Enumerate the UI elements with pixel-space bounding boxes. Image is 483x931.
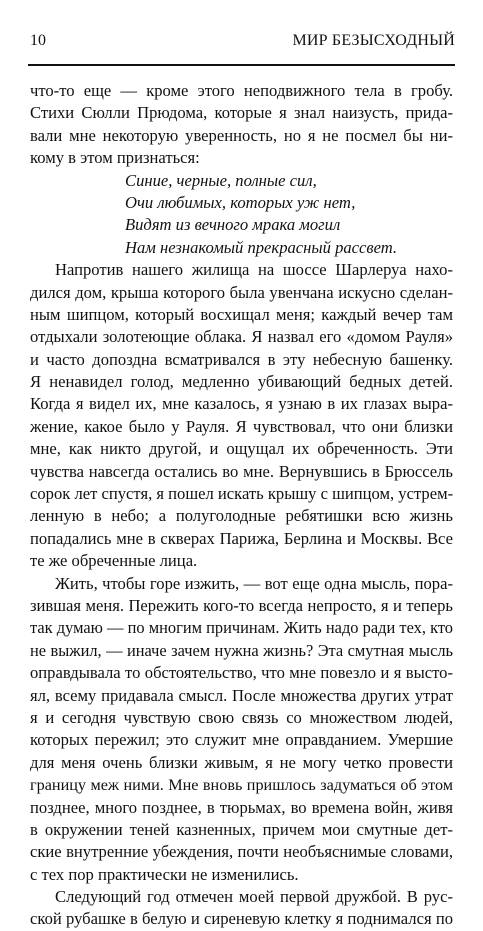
text-line: и часто допоздна всматривался в эту небесную башенку. xyxy=(30,349,453,369)
text-line: попадались мне в скверах Парижа, Берлина и Москвы. Все xyxy=(30,528,453,548)
poem-line: Синие, черные, полные сил, xyxy=(125,170,317,190)
text-line: оправдывала то обстоятельство, что мне повезло и я высто- xyxy=(30,663,453,683)
text-line: ленную в небо; а полуголодные ребятишки всю жизнь xyxy=(30,506,453,526)
text-line: сорок лет спустя, я пошел искать крышу с шипцом, устрем- xyxy=(30,484,453,504)
header-rule xyxy=(28,64,455,66)
text-line: границу меж ними. Мне вновь пришлось задуматься об этом xyxy=(30,776,453,795)
text-line: я и сегодня чувствую свою связь со множеством людей, xyxy=(30,707,453,727)
poem-line: Очи любимых, которых уж нет, xyxy=(125,192,356,212)
text-line: Стихи Сюлли Прюдома, которые я знал наизусть, прида- xyxy=(30,103,453,123)
page-header xyxy=(28,30,455,52)
text-line: ские внутренние убеждения, почти необъяснимые словами, xyxy=(30,842,453,862)
text-line: Когда я видел их, мне казалось, я узнаю в их глазах выра- xyxy=(30,394,453,414)
text-line: которых пережил; это служит мне оправданием. Умершие xyxy=(30,730,453,750)
text-line: те же обреченные лица. xyxy=(30,551,198,571)
text-line: чувства навсегда остались во мне. Вернувшись в Брюссель xyxy=(30,461,453,481)
text-line: Я ненавидел голод, медленно убивающий бедных детей. xyxy=(30,372,453,392)
text-line: ял, всему придавала смысл. После множества других утрат xyxy=(30,685,453,705)
page-number: 10 xyxy=(30,32,46,49)
text-line: мне, как никто другой, и ощущал их обреченность. Эти xyxy=(30,439,453,459)
poem-line: Видят из вечного мрака могил xyxy=(125,215,341,235)
poem-line: Нам незнакомый прекрасный рассвет. xyxy=(125,237,398,257)
text-line: зившая меня. Пережить кого-то всегда непросто, я и теперь xyxy=(30,595,453,615)
text-line: в окружении теней казненных, причем мои смутные дет- xyxy=(30,819,453,839)
text-line: кому в этом признаться: xyxy=(30,148,200,168)
running-title: МИР БЕЗЫСХОДНЫЙ xyxy=(292,32,455,49)
paragraph-first-line: Следующий год отмечен моей первой дружбой. В рус- xyxy=(55,887,453,907)
text-line: дился дом, крыша которого была увенчана искусно сделан- xyxy=(30,282,453,302)
text-line: ской рубашке в белую и сиреневую клетку я поднимался по xyxy=(30,909,453,929)
text-line: с тех пор практически не изменились. xyxy=(30,864,299,884)
text-line: что-то еще — кроме этого неподвижного тела в гробу. xyxy=(30,81,453,100)
text-line: для меня очень близки живым, я не могу четко провести xyxy=(30,752,453,772)
paragraph-first-line: Напротив нашего жилища на шоссе Шарлеруа нахо- xyxy=(55,260,453,280)
text-line: позднее, много позднее, в тюрьмах, во времена войн, живя xyxy=(30,797,453,817)
text-line: жение, какое было у Рауля. Я чувствовал, что они близки xyxy=(30,416,453,436)
text-line: так думаю — по многим причинам. Жить надо ради тех, кто xyxy=(30,618,453,638)
text-line: вали мне некоторую уверенность, но я не посмел бы ни- xyxy=(30,125,453,145)
text-line: не выжил, — иначе зачем нужна жизнь? Эта смутная мысль xyxy=(30,640,453,660)
body-text xyxy=(30,80,453,931)
text-line: отдыхали золотеющие облака. Я назвал его «домом Рауля» xyxy=(30,327,453,347)
text-line: ным шипцом, который восхищал меня; каждый вечер там xyxy=(30,304,453,324)
paragraph-first-line: Жить, чтобы горе изжить, — вот еще одна мысль, пора- xyxy=(55,573,453,593)
